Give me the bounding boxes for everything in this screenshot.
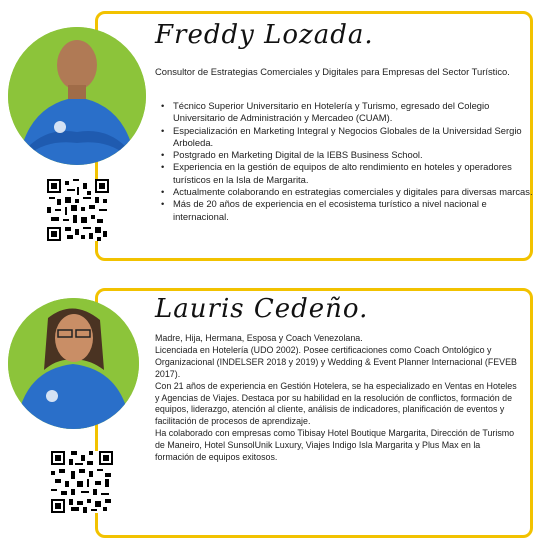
bio-paragraph: Con 21 años de experiencia en Gestión Hotelera, se ha especializado en Ventas en Hoteles y Agencias de Viajes. Destaca por su habilidad en la resolución de conflictos, formación de equipos, liderazgo, atención al cliente, análisis de indicadores, planificación de eventos y facilitación de procesos de aprendizaje.: [155, 380, 517, 427]
bullet-item: • Técnico Superior Universitario en Hotelería y Turismo, egresado del Colegio Universitario de Administración y Mercadeo (CUAM).: [173, 100, 533, 125]
profile-intro-freddy: Consultor de Estrategias Comerciales y Digitales para Empresas del Sector Turístico.: [155, 66, 510, 77]
profile-bio-lauris: [155, 333, 520, 464]
bullet-item: • Actualmente colaborando en estrategias comerciales y digitales para diversas marcas.: [173, 186, 533, 198]
qr-code-freddy[interactable]: [47, 179, 109, 241]
bullet-item: • Postgrado en Marketing Digital de la IEBS Business School.: [173, 149, 533, 161]
qr-code-lauris[interactable]: [51, 451, 113, 513]
bullet-item: • Especialización en Marketing Integral y Negocios Globales de la Universidad Sergio Arboleda.: [173, 125, 533, 150]
profile-bullets-freddy: [155, 100, 533, 223]
profile-name-lauris: Lauris Cedeño.: [155, 294, 369, 324]
profile-name-freddy: Freddy Lozada.: [155, 20, 374, 50]
bio-paragraph: Ha colaborado con empresas como Tibisay Hotel Boutique Margarita, Dirección de Turismo de Maneiro, Hotel SunsolUnik Luxury, Viajes Indigo Isla Margarita y Plus Max en la formación de equipos exitosos.: [155, 428, 515, 463]
profile-photo-freddy: [8, 27, 146, 165]
bio-paragraph: Licenciada en Hotelería (UDO 2002). Posee certificaciones como Coach Ontológico y Organizacional (INDELSER 2018 y 2019) y Wedding & Event Planner Internacional (FEVEB 2017).: [155, 344, 517, 379]
bio-paragraph: Madre, Hija, Hermana, Esposa y Coach Venezolana.: [155, 333, 363, 343]
profile-photo-lauris: [8, 298, 139, 429]
bullet-item: • Experiencia en la gestión de equipos de alto rendimiento en hoteles y operadores turísticos en la Isla de Margarita.: [173, 161, 533, 186]
bullet-item: • Más de 20 años de experiencia en el ecosistema turístico a nivel nacional e internacional.: [173, 198, 533, 223]
